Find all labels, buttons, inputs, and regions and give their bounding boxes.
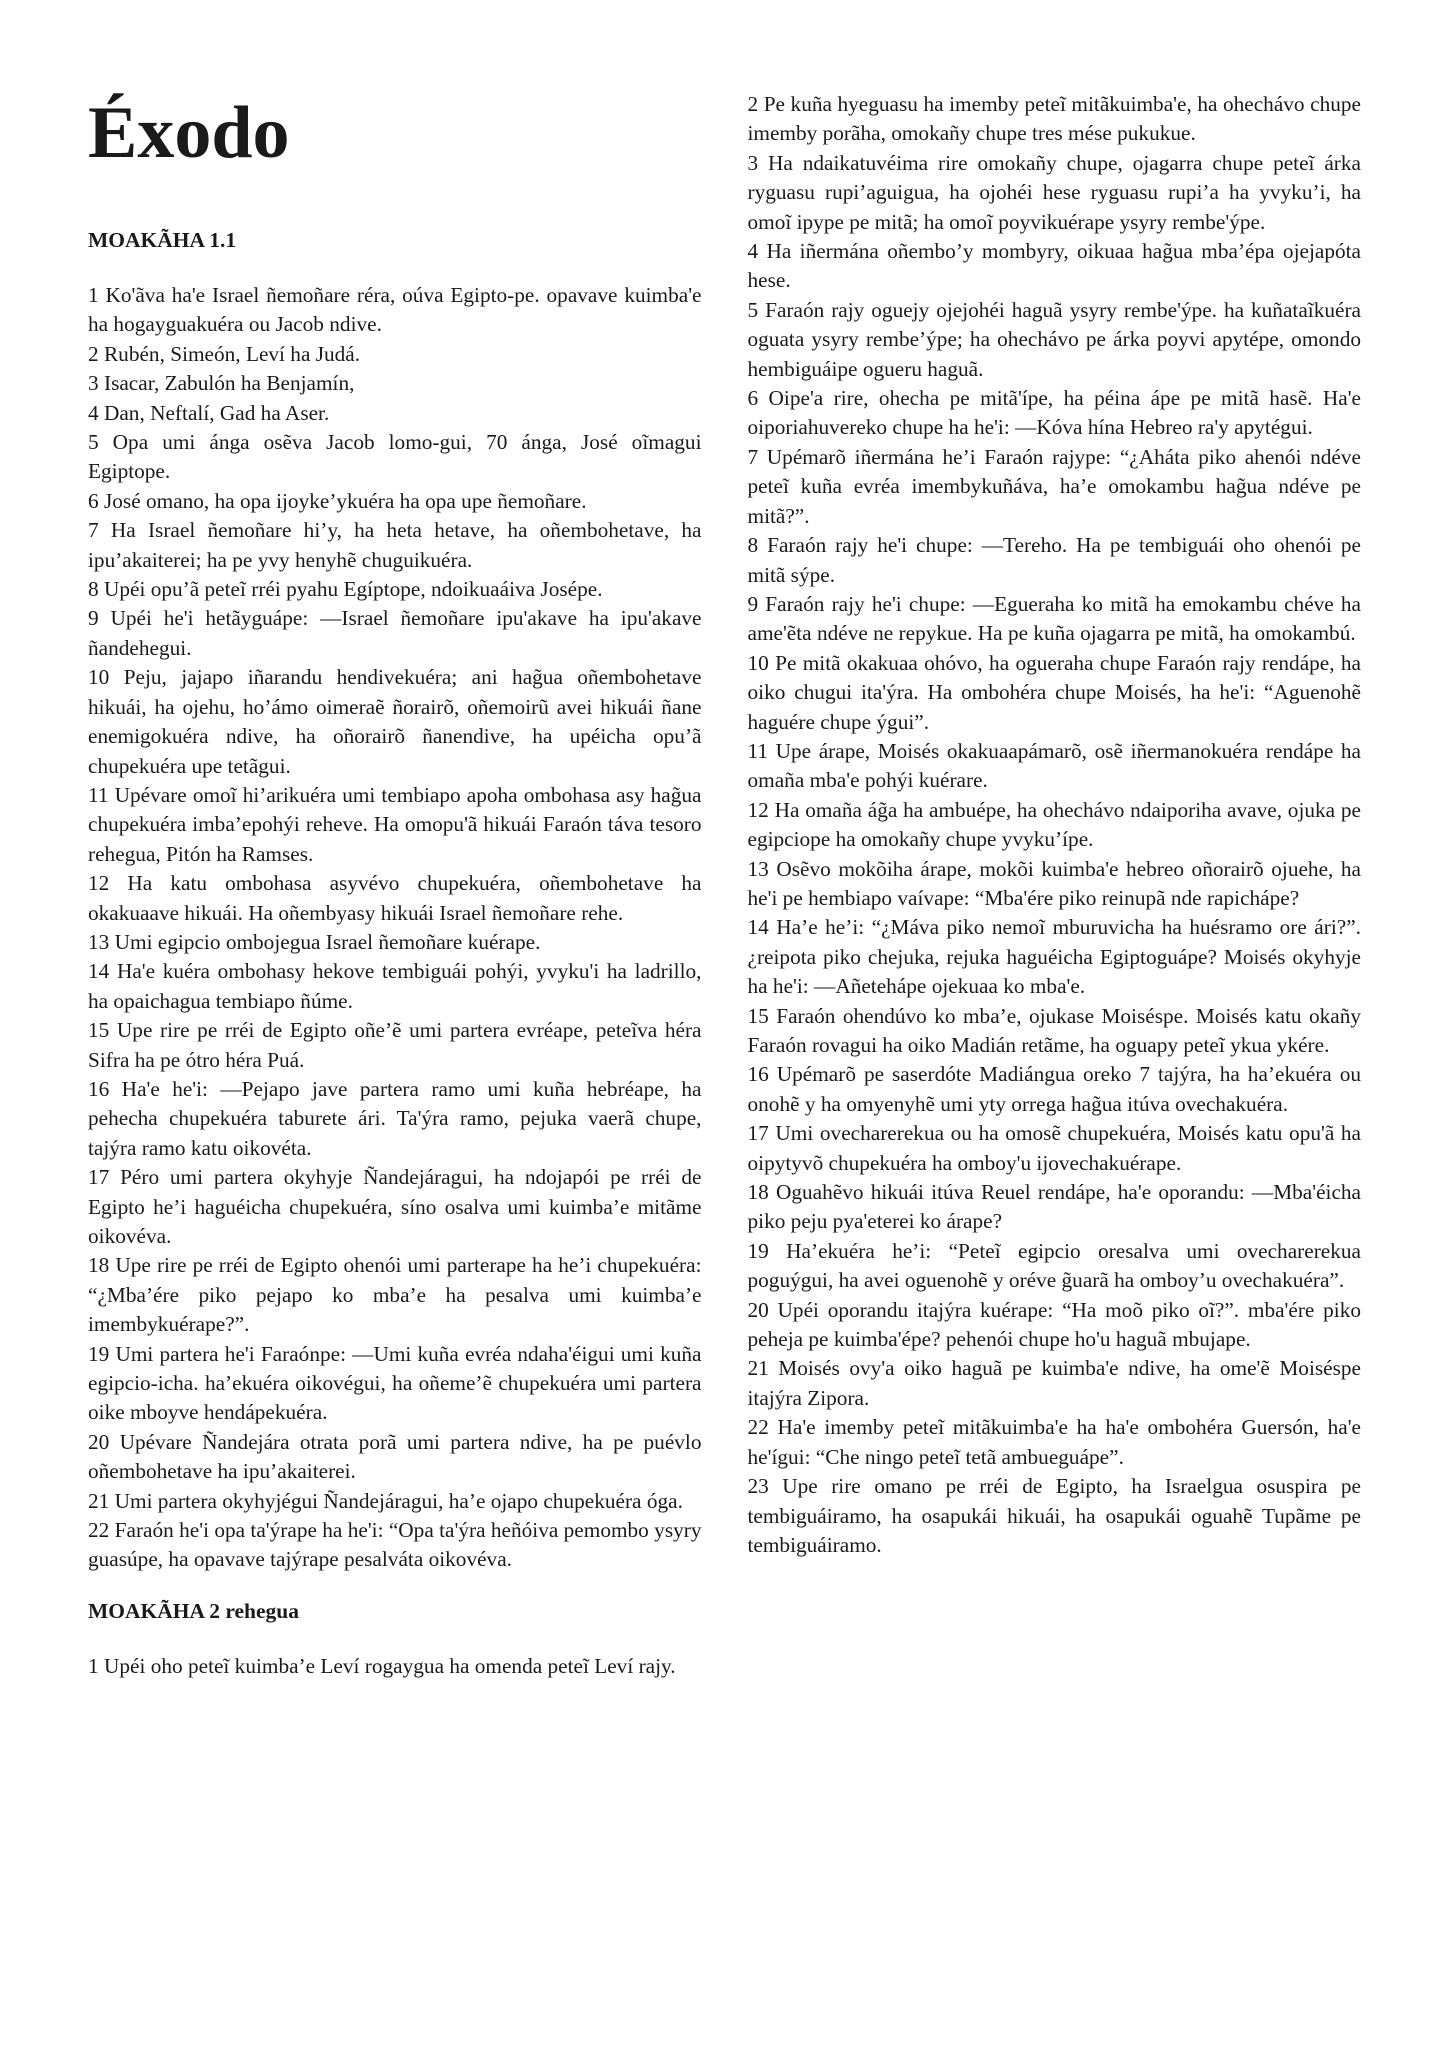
verse: 15 Upe rire pe rréi de Egipto oñe’ẽ umi partera evréape, peteĩva héra Sifra ha pe ótro héra Puá. xyxy=(88,1018,702,1072)
verse: 10 Peju, jajapo iñarandu hendivekuéra; ani hag̃ua oñembohetave hikuái, ha ojehu, ho’ámo oimeraẽ ñorairõ, oñemoirũ avei hikuái ñane enemigokuéra ndive, ha oñorairõ ñanendive, ha upéicha opu’ã chupekuéra upe tetãgui. xyxy=(88,665,702,778)
book-title: Éxodo xyxy=(88,92,290,174)
verse: 20 Upéi oporandu itajýra kuérape: “Ha moõ piko oĩ?”. mba'ére piko peheja pe kuimba'épe? pehenói chupe ho'u haguã mbujape. xyxy=(747,1297,1361,1352)
verse: 4 Ha iñermána oñembo’y mombyry, oikuaa hag̃ua mba’épa ojejapóta hese. xyxy=(747,239,1361,293)
verse: 8 Upéi opu’ã peteĩ rréi pyahu Egíptope, ndoikuaáiva Josépe. xyxy=(88,577,603,602)
verse: 22 Faraón he'i opa ta'ýrape ha he'i: “Opa ta'ýra heñóiva pemombo ysyry guasúpe, ha opavave tajýrape pesalváta oikovéva. xyxy=(88,1518,702,1572)
verse: 9 Upéi he'i hetãyguápe: —Israel ñemoñare ipu'akave ha ipu'akave ñandehegui. xyxy=(88,606,702,660)
verse: 16 Ha'e he'i: —Pejapo jave partera ramo umi kuña hebréape, ha pehecha chupekuéra taburete ári. Ta'ýra ramo, pejuka vaerã chupe, tajýra ramo katu oikovéta. xyxy=(88,1076,702,1160)
verse: 16 Upémarõ pe saserdóte Madiángua oreko 7 tajýra, ha ha’ekuéra ou onohẽ y ha omyenyhẽ umi yty orrega hag̃ua itúva ovechakuéra. xyxy=(747,1062,1361,1116)
verse: 19 Ha’ekuéra he’i: “Peteĩ egipcio oresalva umi ovecharerekua poguýgui, ha avei oguenohẽ y oréve g̃uarã ha omboy’u ovechakuéra”. xyxy=(747,1238,1361,1293)
verse: 20 Upévare Ñandejára otrata porã umi partera ndive, ha pe puévlo oñembohetave ha ipu’akaiterei. xyxy=(88,1429,702,1484)
verse: 8 Faraón rajy he'i chupe: —Tereho. Ha pe tembiguái oho ohenói pe mitã sýpe. xyxy=(747,533,1361,587)
verse: 5 Opa umi ánga osẽva Jacob lomo-gui, 70 ánga, José oĩmagui Egiptope. xyxy=(88,430,702,484)
verse: 21 Umi partera okyhyjégui Ñandejáragui, ha’e ojapo chupekuéra óga. xyxy=(88,1488,683,1513)
chapter-2-verses-left xyxy=(88,1652,702,1681)
verse: 18 Upe rire pe rréi de Egipto ohenói umi parterape ha he’i chupekuéra: “¿Mba’ére piko pejapo ko mba’e ha pesalva umi kuimba’e imembykuérape?”. xyxy=(88,1253,702,1337)
verse: 12 Ha omaña ág̃a ha ambuépe, ha ohechávo ndaiporiha avave, ojuka pe egipciope ha omokañy chupe yvyku’ípe. xyxy=(747,797,1361,852)
verse: 13 Osẽvo mokõiha árape, mokõi kuimba'e hebreo oñorairõ ojuehe, ha he'i pe hembiapo vaívape: “Mba'ére piko reinupã nde rapichápe? xyxy=(747,856,1361,910)
verse: 12 Ha katu ombohasa asyvévo chupekuéra, oñembohetave ha okakuaave hikuái. Ha oñembyasy hikuái Israel ñemoñare rehe. xyxy=(88,871,702,925)
verse: 11 Upe árape, Moisés okakuaapámarõ, osẽ iñermanokuéra rendápe ha omaña mba'e pohýi kuérare. xyxy=(747,738,1361,793)
right-column xyxy=(748,90,1362,1681)
verse: 4 Dan, Neftalí, Gad ha Aser. xyxy=(88,400,330,425)
chapter-1-heading: MOAKÃHA 1.1 xyxy=(88,228,237,252)
chapter-2-verses-right xyxy=(748,90,1362,1560)
verse: 7 Ha Israel ñemoñare hi’y, ha heta hetave, ha oñembohetave, ha ipu’akaiterei; ha pe yvy henyhẽ chuguikuéra. xyxy=(88,518,702,572)
verse: 1 Ko'ãva ha'e Israel ñemoñare réra, oúva Egipto-pe. opavave kuimba'e ha hogayguakuéra ou Jacob ndive. xyxy=(88,283,702,337)
verse: 17 Péro umi partera okyhyje Ñandejáragui, ha ndojapói pe rréi de Egipto he’i haguéicha chupekuéra, síno osalva umi kuimba’e mitãme oikovéva. xyxy=(88,1165,702,1248)
verse: 21 Moisés ovy'a oiko haguã pe kuimba'e ndive, ha ome'ẽ Moisésp​e itajýra Zipora. xyxy=(747,1356,1361,1410)
verse: 15 Faraón ohendúvo ko mba’e, ojukase Moisésp​e. Moisés katu okañy Faraón rovagui ha oiko Madián retãme, ha oguapy peteĩ ykua ykére. xyxy=(747,1003,1361,1057)
chapter-1-verses xyxy=(88,281,702,1575)
verse: 5 Faraón rajy oguejy ojejohéi haguã ysyry rembe'ýpe. ha kuñataĩkuéra oguata ysyry rembe’ýpe; ha ohechávo pe árka poyvi apytépe, omondo hembiguáipe ogueru haguã. xyxy=(747,297,1361,381)
verse: 7 Upémarõ iñermána he’i Faraón rajype: “¿Aháta piko ahenói ndéve peteĩ kuña evréa imembykuñáva, ha’e omokambu hag̃ua ndéve pe mitã?”. xyxy=(747,444,1361,528)
verse: 14 Ha'e kuéra ombohasy hekove tembiguái pohýi, yvyku'i ha ladrillo, ha opaichagua tembiapo ñúme. xyxy=(88,959,702,1013)
chapter-2-heading: MOAKÃHA 2 rehegua xyxy=(88,1598,300,1623)
verse: 9 Faraón rajy he'i chupe: —Egueraha ko mitã ha emokambu chéve ha ame'ẽta ndéve ne repykue. Ha pe kuña ojagarra pe mitã, ha omokambú. xyxy=(747,591,1361,646)
verse: 13 Umi egipcio ombojegua Israel ñemoñare kuérape. xyxy=(88,929,541,954)
verse: 18 Oguahẽvo hikuái itúva Reuel rendápe, ha'e oporandu: —Mba'éicha piko peju pya'eterei ko árape? xyxy=(747,1180,1361,1234)
verse: 14 Ha’e he’i: “¿Máva piko nemoĩ mburuvicha ha huésramo ore ári?”. ¿reipota piko chejuka, rejuka haguéicha Egiptoguápe? Moisés okyhyje ha he'i: —Añeteháp​e ojekuaa ko mba'e. xyxy=(747,915,1361,999)
verse: 3 Ha ndaikatuvéima rire omokañy chupe, ojagarra chupe peteĩ árka ryguasu rupi’aguigua, ha ojohéi hese ryguasu rupi’a ha yvyku’i, ha omoĩ ipype pe mitã; ha omoĩ poyvikuérape ysyry rembe'ýpe. xyxy=(747,150,1361,234)
verse: 11 Upévare omoĩ hi’arikuéra umi tembiapo apoha ombohasa asy hag̃ua chupekuéra imba’epohýi reheve. Ha omopu'ã hikuái Faraón táva tesoro rehegua, Pitón ha Ramses. xyxy=(88,782,702,866)
verse: 19 Umi partera he'i Faraónpe: —Umi kuña evréa ndaha'éigui umi kuña egipcio-icha. ha’ekuéra oikovégui, ha oñeme’ẽ chupekuéra umi partera oike mboyve hendápekuéra. xyxy=(88,1341,702,1425)
verse: 23 Upe rire omano pe rréi de Egipto, ha Israelgua osuspira pe tembiguáiramo, ha osapukái hikuái, ha osapukái oguahẽ Tupãme pe tembiguáiramo. xyxy=(747,1474,1361,1557)
verse: 6 José omano, ha opa ijoyke’ykuéra ha opa upe ñemoñare. xyxy=(88,488,587,513)
verse: 17 Umi ovecharerekua ou ha omosẽ chupekuéra, Moisés katu opu'ã ha oipytyvõ chupekuéra ha omboy'u ijovechakuérape. xyxy=(747,1121,1361,1175)
left-column xyxy=(88,90,702,1681)
verse: 22 Ha'e imemby peteĩ mitãkuimba'e ha ha'e ombohéra Guersón, ha'e he'ígui: “Che ningo peteĩ tetã ambueguápe”. xyxy=(747,1415,1361,1469)
verse: 10 Pe mitã okakuaa ohóvo, ha ogueraha chupe Faraón rajy rendápe, ha oiko chugui ita'ýra. Ha ombohéra chupe Moisés, ha he'i: “Aguenohẽ haguére chupe ýgui”. xyxy=(747,650,1361,734)
verse: 3 Isacar, Zabulón ha Benjamín, xyxy=(88,371,355,396)
verse: 2 Pe kuña hyeguasu ha imemby peteĩ mitãkuimba'e, ha ohechávo chupe imemby porãha, omokañy chupe tres mése pukukue. xyxy=(747,92,1361,146)
two-column-layout xyxy=(88,90,1361,1681)
verse: 1 Upéi oho peteĩ kuimba’e Leví rogaygua ha omenda peteĩ Leví rajy. xyxy=(88,1653,676,1678)
verse: 6 Oipe'a rire, ohecha pe mitã'ípe, ha péina ápe pe mitã hasẽ. Ha'e oiporiahuvereko chupe ha he'i: —Kóva hína Hebreo ra'y apytégui. xyxy=(747,386,1361,440)
verse: 2 Rubén, Simeón, Leví ha Judá. xyxy=(88,341,361,366)
